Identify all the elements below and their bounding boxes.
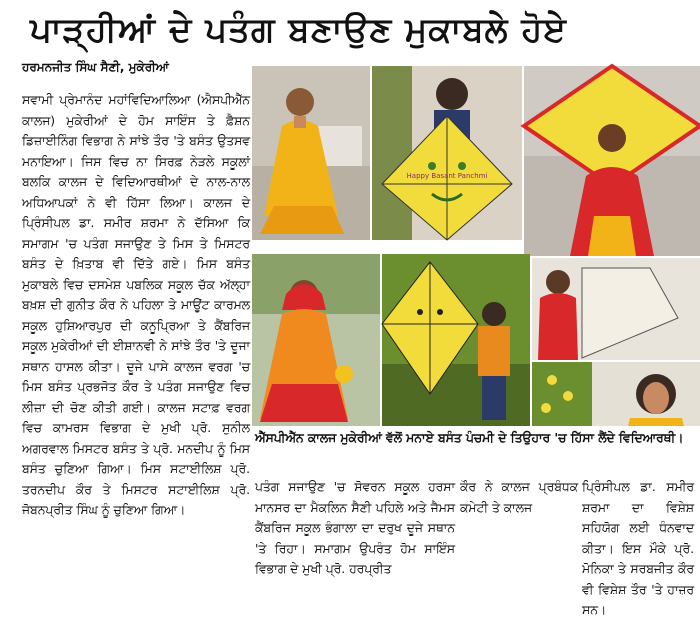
- photo-girl-with-kite: [372, 66, 522, 240]
- byline: ਹਰਮਨਜੀਤ ਸਿੰਘ ਸੈਣੀ, ਮੁਕੇਰੀਆਂ: [22, 60, 169, 74]
- article-body-left: [22, 90, 250, 517]
- kite-writing: Happy Basant Panchmi: [406, 172, 488, 180]
- article-body-col4: ਪ੍ਰਿੰਸੀਪਲ ਡਾ. ਸਮੀਰ ਸ਼ਰਮਾ ਦਾ ਵਿਸ਼ੇਸ਼ ਸਹਿਯੋਗ ਲਈ ਧੰਨਵਾਦ ਕੀਤਾ। ਇਸ ਮੌਕੇ ਪ੍ਰੋ. ਮੋਨਿਕਾ ਤੇ ਸਰਬਜੀਤ ਕੌਰ ਵੀ ਵਿਸ਼ੇਸ਼ ਤੌਰ 'ਤੇ ਹਾਜ਼ਰ ਸਨ।: [582, 480, 694, 617]
- photo-girl-orange-dress: [252, 254, 380, 426]
- photo-caption: ਐੱਸਪੀਐੱਨ ਕਾਲਜ ਮੁਕੇਰੀਆਂ ਵੱਲੋਂ ਮਨਾਏ ਬਸੰਤ ਪੰਚਮੀ ਦੇ ਤਿਉਹਾਰ 'ਚ ਹਿੱਸਾ ਲੈਂਦੇ ਵਿਦਿਆਰਥੀ।: [255, 431, 684, 445]
- photo-boy-with-kite: [382, 254, 530, 426]
- photo-girl-red-dress-kite: [524, 66, 700, 256]
- body-paragraph: ਸਵਾਮੀ ਪ੍ਰੇਮਾਨੰਦ ਮਹਾਂਵਿਦਿਆਲਿਆ (ਐਸਪੀਐੱਨ ਕਾਲਜ) ਮੁਕੇਰੀਆਂ ਦੇ ਹੋਮ ਸਾਇੰਸ ਤੇ ਫ਼ੈਸ਼ਨ ਡਿਜ਼ਾਈਨਿੰਗ ਵਿਭਾਗ ਨੇ ਸਾਂਝੇ ਤੌਰ 'ਤੇ ਬਸੰਤ ਉਤਸਵ ਮਨਾਇਆ। ਜਿਸ ਵਿਚ ਨਾ ਸਿਰਫ਼ ਨੇੜਲੇ ਸਕੂਲਾਂ ਬਲਕਿ ਕਾਲਜ ਦੇ ਵਿਦਿਆਰਥੀਆਂ ਦੇ ਨਾਲ-ਨਾਲ ਅਧਿਆਪਕਾਂ ਨੇ ਵੀ ਹਿੱਸਾ ਲਿਆ। ਕਾਲਜ ਦੇ ਪ੍ਰਿੰਸੀਪਲ ਡਾ. ਸਮੀਰ ਸ਼ਰਮਾ ਨੇ ਦੱਸਿਆ ਕਿ ਸਮਾਗਮ 'ਚ ਪਤੰਗ ਸਜਾਉਣ ਤੇ ਮਿਸ ਤੇ ਮਿਸਟਰ ਬਸੰਤ ਦੇ ਖ਼ਿਤਾਬ ਵੀ ਦਿੱਤੇ ਗਏ। ਮਿਸ ਬਸੰਤ ਮੁਕਾਬਲੇ ਵਿਚ ਦਸਮੇਸ਼ ਪਬਲਿਕ ਸਕੂਲ ਚੱਕ ਅੱਲ੍ਹਾ ਬਖ਼ਸ਼ ਦੀ ਗੁਨੀਤ ਕੌਰ ਨੇ ਪਹਿਲਾ ਤੇ ਮਾਊਂਟ ਕਾਰਮਲ ਸਕੂਲ ਹੁਸ਼ਿਆਰਪੁਰ ਦੀ ਕਨੂਪ੍ਰਿਆ ਤੇ ਕੈਂਬਰਿਜ ਸਕੂਲ ਮੁਕੇਰੀਆਂ ਦੀ ਈਸ਼ਾਨਵੀ ਨੇ ਸਾਂਝੇ ਤੌਰ 'ਤੇ ਦੂਜਾ ਸਥਾਨ ਹਾਸਲ ਕੀਤਾ। ਦੂਜੇ ਪਾਸੇ ਕਾਲਜ ਵਰਗ 'ਚ ਮਿਸ ਬਸੰਤ ਪ੍ਰਭਜੋਤ ਕੌਰ ਤੇ ਪਤੰਗ ਸਜਾਉਣ ਵਿਚ ਲੀਜ਼ਾ ਦੀ ਚੋਣ ਕੀਤੀ ਗਈ। ਕਾਲਜ ਸਟਾਫ਼ ਵਰਗ ਵਿਚ ਕਾਮਰਸ ਵਿਭਾਗ ਦੇ ਮੁਖੀ ਪ੍ਰੋ. ਸੁਨੀਲ ਅਗਰਵਾਲ ਮਿਸਟਰ ਬਸੰਤ ਤੇ ਪ੍ਰੋ. ਮਨਦੀਪ ਨੂੰ ਮਿਸ ਬਸੰਤ ਚੁਣਿਆ ਗਿਆ। ਮਿਸ ਸਟਾਈਲਿਸ਼ ਪ੍ਰੋ. ਤਰਨਦੀਪ ਕੌਰ ਤੇ ਮਿਸਟਰ ਸਟਾਈਲਿਸ਼ ਪ੍ਰੋ. ਜੋਬਨਪ੍ਰੀਤ ਸਿੰਘ ਨੂੰ ਚੁਣਿਆ ਗਿਆ।: [22, 93, 250, 517]
- article-body-col3: ਕੌਰ ਨੇ ਕਾਲਜ ਪ੍ਰਬੰਧਕ ਕਮੇਟੀ ਤੇ ਕਾਲਜ: [460, 480, 578, 515]
- photo-girl-yellow-flowers: [532, 362, 700, 426]
- headline: ਪਾੜ੍ਹੀਆਂ ਦੇ ਪਤੰਗ ਬਣਾਉਣ ਮੁਕਾਬਲੇ ਹੋਏ: [30, 10, 567, 50]
- photo-woman-with-kite: [532, 258, 700, 360]
- article-body-left-continued: [22, 380, 250, 556]
- article-body-col2: ਪਤੰਗ ਸਜਾਉਣ 'ਚ ਸੋਵਰਨ ਸਕੂਲ ਹਰਸਾ ਮਾਨਸਰ ਦਾ ਮੈਕਲਿਨ ਸੈਣੀ ਪਹਿਲੇ ਅਤੇ ਜੈਮਸ ਕੈਂਬਰਿਜ ਸਕੂਲ ਭੰਗਾਲਾ ਦਾ ਦਰੁਖ ਦੂਜੇ ਸਥਾਨ 'ਤੇ ਰਿਹਾ। ਸਮਾਗਮ ਉਪਰੰਤ ਹੋਮ ਸਾਇੰਸ ਵਿਭਾਗ ਦੇ ਮੁਖੀ ਪ੍ਰੋ. ਹਰਪ੍ਰੀਤ: [255, 480, 455, 576]
- photo-girl-yellow-dress: [252, 66, 370, 240]
